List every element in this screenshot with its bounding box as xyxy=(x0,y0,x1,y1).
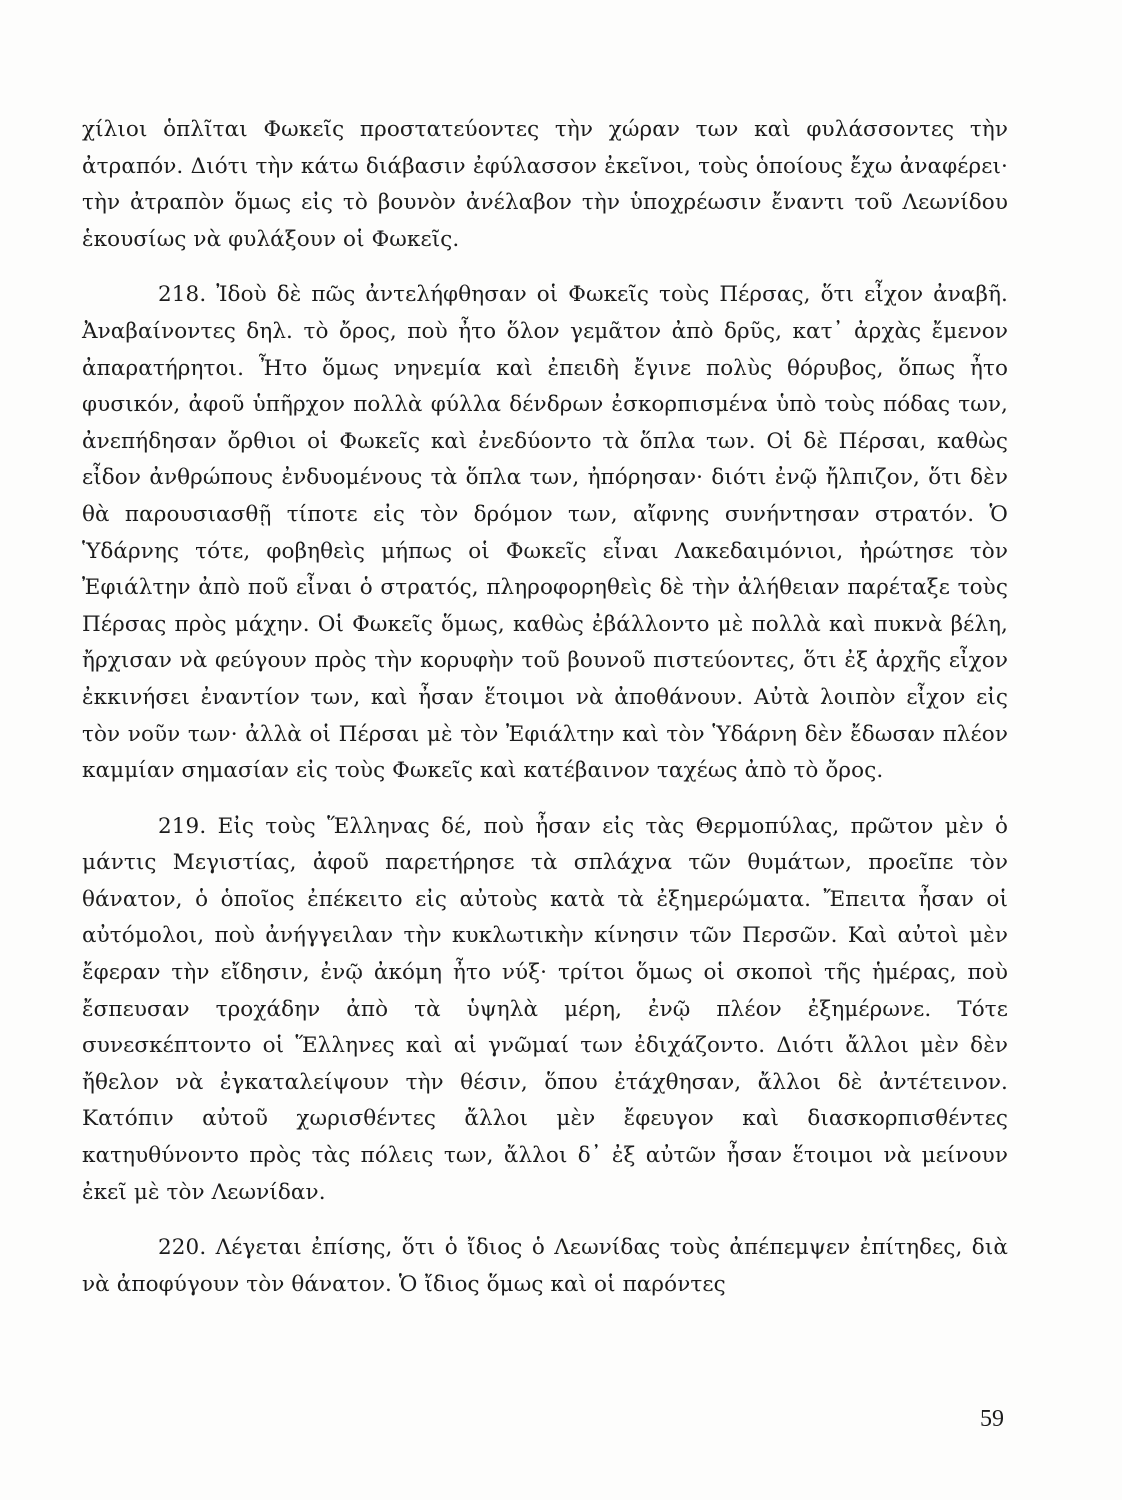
paragraph-continued: χίλιοι ὁπλῖται Φωκεῖς προστατεύοντες τὴν χώραν των καὶ φυλάσσοντες τὴν ἀτραπόν. Διότι τὴν κάτω διάβασιν ἐφύλασσον ἐκεῖνοι, τοὺς ὁποίους ἔχω ἀναφέρει· τὴν ἀτραπὸν ὅμως εἰς τὸ βουνὸν ἀνέλαβον τὴν ὑποχρέωσιν ἔναντι τοῦ Λεωνίδου ἑκουσίως νὰ φυλάξουν οἱ Φωκεῖς. xyxy=(82,117,1008,252)
paragraph-220: 220. Λέγεται ἐπίσης, ὅτι ὁ ἴδιος ὁ Λεωνίδας τοὺς ἀπέπεμψεν ἐπίτηδες, διὰ νὰ ἀποφύγουν τὸν θάνατον. Ὁ ἴδιος ὅμως καὶ οἱ παρόντες xyxy=(82,1235,1008,1297)
paragraph-218: 218. Ἰδοὺ δὲ πῶς ἀντελήφθησαν οἱ Φωκεῖς τοὺς Πέρσας, ὅτι εἶχον ἀναβῆ. Ἀναβαίνοντες δηλ. τὸ ὄρος, ποὺ ἦτο ὅλον γεμᾶτον ἀπὸ δρῦς, κατ᾽ ἀρχὰς ἔμενον ἀπαρατήρητοι. Ἦτο ὅμως νηνεμία καὶ ἐπειδὴ ἔγινε πολὺς θόρυβος, ὅπως ἦτο φυσικόν, ἀφοῦ ὑπῆρχον πολλὰ φύλλα δένδρων ἐσκορπισμένα ὑπὸ τοὺς πόδας των, ἀνεπήδησαν ὄρθιοι οἱ Φωκεῖς καὶ ἐνεδύοντο τὰ ὅπλα των. Οἱ δὲ Πέρσαι, καθὼς εἶδον ἀνθρώπους ἐνδυομένους τὰ ὅπλα των, ἠπόρησαν· διότι ἐνῷ ἤλπιζον, ὅτι δὲν θὰ παρουσιασθῇ τίποτε εἰς τὸν δρόμον των, αἴφνης συνήντησαν στρατόν. Ὁ Ὑδάρνης τότε, φοβηθεὶς μήπως οἱ Φωκεῖς εἶναι Λακεδαιμόνιοι, ἠρώτησε τὸν Ἐφιάλτην ἀπὸ ποῦ εἶναι ὁ στρατός, πληροφορηθεὶς δὲ τὴν ἀλήθειαν παρέταξε τοὺς Πέρσας πρὸς μάχην. Οἱ Φωκεῖς ὅμως, καθὼς ἐβάλλοντο μὲ πολλὰ καὶ πυκνὰ βέλη, ἤρχισαν νὰ φεύγουν πρὸς τὴν κορυφὴν τοῦ βουνοῦ πιστεύοντες, ὅτι ἐξ ἀρχῆς εἶχον ἐκκινήσει ἐναντίον των, καὶ ἦσαν ἕτοιμοι νὰ ἀποθάνουν. Αὐτὰ λοιπὸν εἶχον εἰς τὸν νοῦν των· ἀλλὰ οἱ Πέρσαι μὲ τὸν Ἐφιάλτην καὶ τὸν Ὑδάρνη δὲν ἔδωσαν πλέον καμμίαν σημασίαν εἰς τοὺς Φωκεῖς καὶ κατέβαινον ταχέως ἀπὸ τὸ ὄρος. xyxy=(82,282,1008,784)
paragraph-219: 219. Εἰς τοὺς Ἕλληνας δέ, ποὺ ἦσαν εἰς τὰς Θερμοπύλας, πρῶτον μὲν ὁ μάντις Μεγιστίας, ἀφοῦ παρετήρησε τὰ σπλάχνα τῶν θυμάτων, προεῖπε τὸν θάνατον, ὁ ὁποῖος ἐπέκειτο εἰς αὐτοὺς κατὰ τὰ ἐξημερώματα. Ἔπειτα ἦσαν οἱ αὐτόμολοι, ποὺ ἀνήγγειλαν τὴν κυκλωτικὴν κίνησιν τῶν Περσῶν. Καὶ αὐτοὶ μὲν ἔφεραν τὴν εἴδησιν, ἐνῷ ἀκόμη ἦτο νύξ· τρίτοι ὅμως οἱ σκοποὶ τῆς ἡμέρας, ποὺ ἔσπευσαν τροχάδην ἀπὸ τὰ ὑψηλὰ μέρη, ἐνῷ πλέον ἐξημέρωνε. Τότε συνεσκέπτοντο οἱ Ἕλληνες καὶ αἱ γνῶμαί των ἐδιχάζοντο. Διότι ἄλλοι μὲν δὲν ἤθελον νὰ ἐγκαταλείψουν τὴν θέσιν, ὅπου ἐτάχθησαν, ἄλλοι δὲ ἀντέτεινον. Κατόπιν αὐτοῦ χωρισθέντες ἄλλοι μὲν ἔφευγον καὶ διασκορπισθέντες κατηυθύνοντο πρὸς τὰς πόλεις των, ἄλλοι δ᾽ ἐξ αὐτῶν ἦσαν ἕτοιμοι νὰ μείνουν ἐκεῖ μὲ τὸν Λεωνίδαν. xyxy=(82,813,1008,1205)
page-number: 59 xyxy=(980,1406,1004,1432)
body-text xyxy=(82,112,1008,1303)
